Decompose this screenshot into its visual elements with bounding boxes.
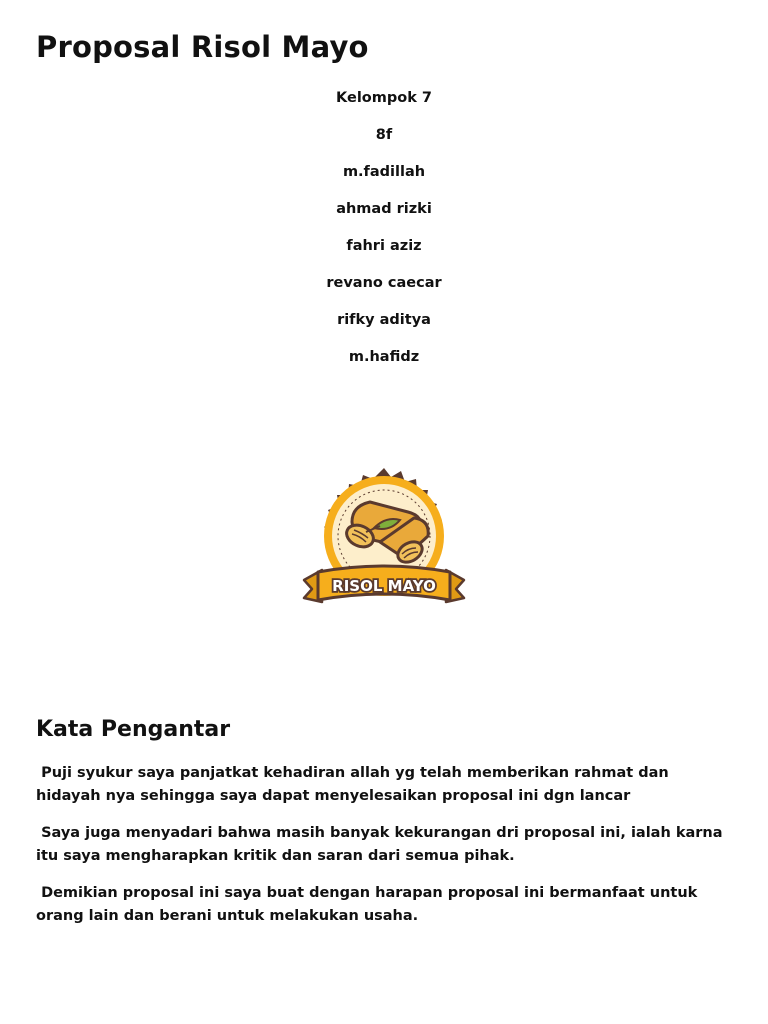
member-name: rifky aditya xyxy=(337,312,431,328)
document-title: Proposal Risol Mayo xyxy=(36,30,369,64)
foreword-paragraph: Saya juga menyadari bahwa masih banyak kekurangan dri proposal ini, ialah karna itu saya mengharapkan kritik dan saran dari semua pihak. xyxy=(36,825,728,864)
member-name: revano caecar xyxy=(326,275,442,291)
risol-mayo-logo xyxy=(300,466,468,618)
foreword-paragraph: Puji syukur saya panjatkat kehadiran allah yg telah memberikan rahmat dan hidayah nya sehingga saya dapat menyelesaikan proposal ini dgn lancar xyxy=(36,765,674,804)
member-name: m.fadillah xyxy=(342,164,426,180)
foreword-body xyxy=(36,762,726,942)
foreword-paragraph: Demikian proposal ini saya buat dengan harapan proposal ini bermanfaat untuk orang lain dan berani untuk melakukan usaha. xyxy=(36,885,703,924)
group-label: Kelompok 7 xyxy=(336,90,432,106)
member-name: ahmad rizki xyxy=(336,201,432,217)
risol-mayo-logo-image xyxy=(300,466,468,618)
class-label: 8f xyxy=(375,127,393,143)
group-member-list xyxy=(0,88,768,384)
member-name: fahri aziz xyxy=(346,238,422,254)
member-name: m.hafidz xyxy=(348,349,420,365)
section-title-kata-pengantar: Kata Pengantar xyxy=(36,717,231,742)
logo-text: RISOL MAYO xyxy=(332,577,436,595)
